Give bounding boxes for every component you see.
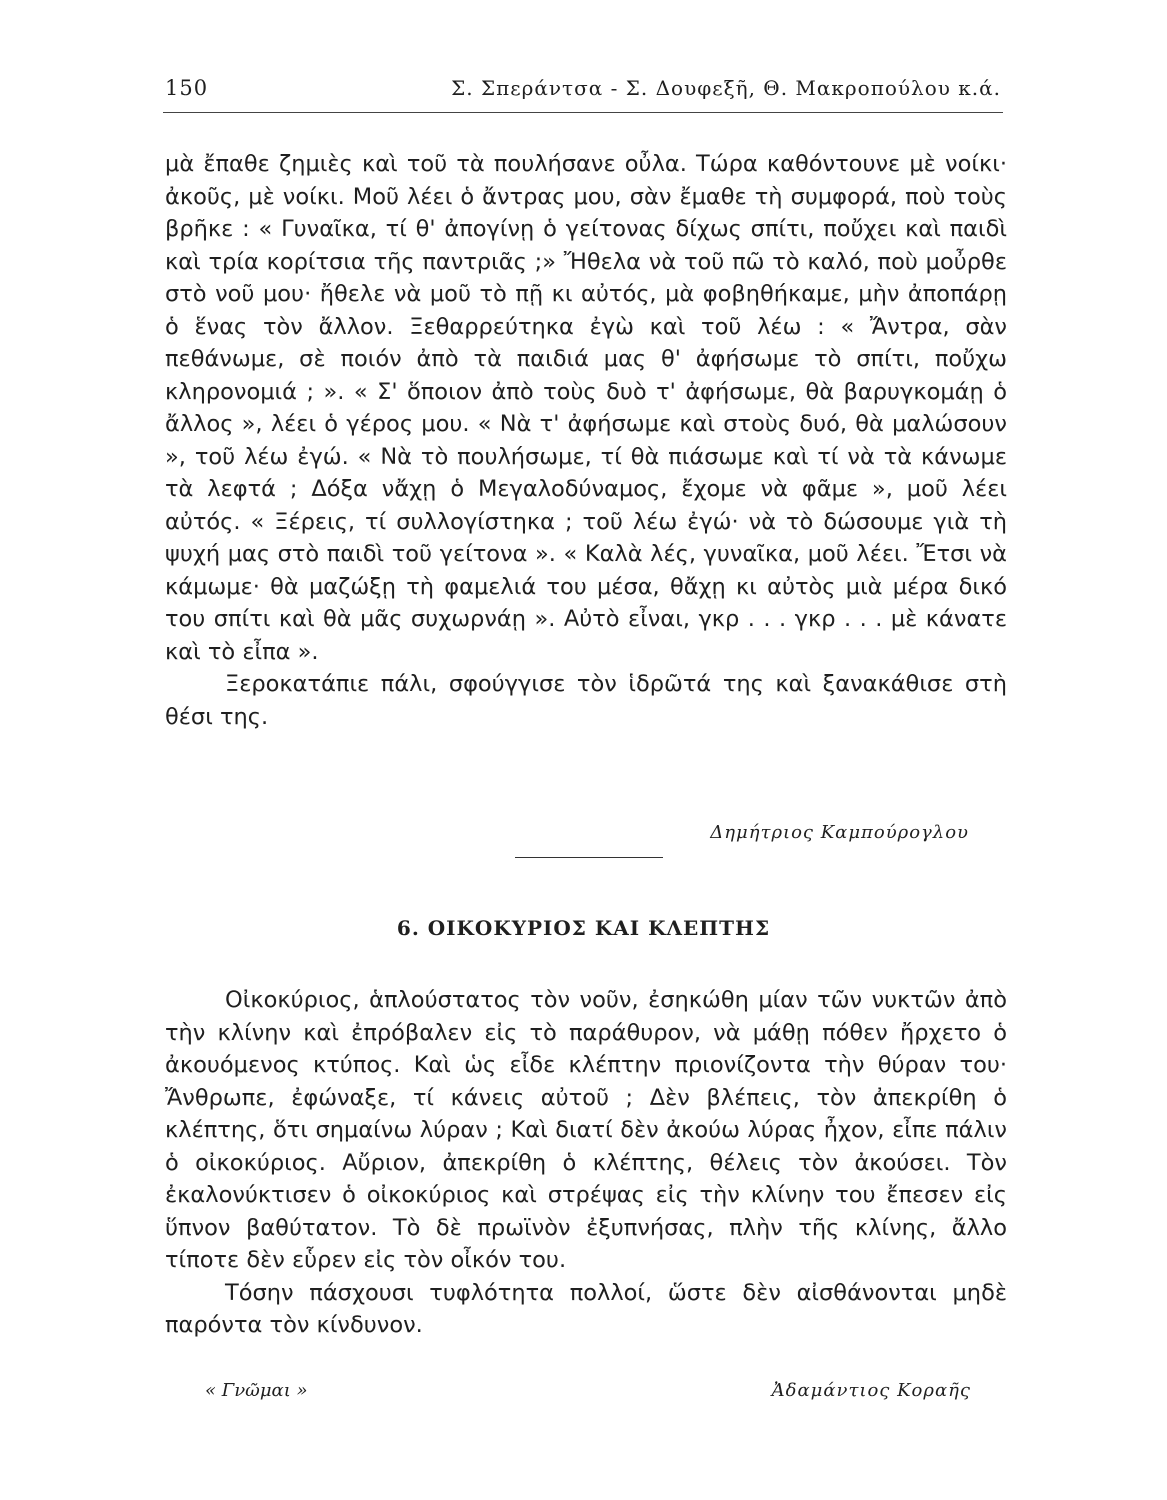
section-author: Ἀδαμάντιος Κοραῆς xyxy=(771,1380,971,1401)
source-citation: « Γνῶμαι » xyxy=(205,1380,308,1401)
story-closing-paragraph: Ξεροκατάπιε πάλι, σφούγγισε τὸν ἱδρῶτά της καὶ ξανακάθισε στὴ θέσι της. xyxy=(165,671,1007,730)
section-paragraph: Οἰκοκύριος, ἁπλούστατος τὸν νοῦν, ἐσηκώθη μίαν τῶν νυκτῶν ἀπὸ τὴν κλίνην καὶ ἐπρόβαλεν εἰς τὸ παράθυρον, νὰ μάθῃ πόθεν ἤρχετο ὁ ἀκουόμενος κτύπος. Καὶ ὡς εἶδε κλέπτην πριονίζοντα τὴν θύραν του· Ἄνθρωπε, ἐφώναξε, τί κάνεις αὐτοῦ ; Δὲν βλέπεις, τὸν ἀπεκρίθη ὁ κλέπτης, ὅτι σημαίνω λύραν ; Καὶ διατί δὲν ἀκούω λύρας ἦχον, εἶπε πάλιν ὁ οἰκοκύριος. Αὔριον, ἀπεκρίθη ὁ κλέπτης, θέλεις τὸν ἀκούσει. Τὸν ἐκαλονύκτισεν ὁ οἰκοκύριος καὶ στρέψας εἰς τὴν κλίνην του ἔπεσεν εἰς ὕπνον βαθύτατον. Τὸ δὲ πρωϊνὸν ἐξυπνήσας, πλὴν τῆς κλίνης, ἄλλο τίποτε δὲν εὗρεν εἰς τὸν οἶκόν του. xyxy=(165,987,1007,1273)
section-moral-paragraph: Τόσην πάσχουσι τυφλότητα πολλοί, ὥστε δὲν αἰσθάνονται μηδὲ παρόντα τὸν κίνδυνον. xyxy=(165,1279,1007,1338)
page-header xyxy=(163,76,1003,113)
page-number: 150 xyxy=(165,76,209,100)
section-body xyxy=(165,984,1007,1342)
story-continuation xyxy=(165,148,1007,733)
running-head: Σ. Σπεράντσα - Σ. Δουφεξῆ, Θ. Μακροπούλου κ.ά. xyxy=(451,76,1001,100)
section-title: 6. ΟΙΚΟΚΥΡΙΟΣ ΚΑΙ ΚΛΕΠΤΗΣ xyxy=(396,916,771,940)
story-paragraph: μὰ ἔπαθε ζημιὲς καὶ τοῦ τὰ πουλήσανε οὖλα. Τώρα καθόντουνε μὲ νοίκι· ἀκοῦς, μὲ νοίκι. Μοῦ λέει ὁ ἄντρας μου, σὰν ἔμαθε τὴ συμφορά, ποὺ τοὺς βρῆκε : « Γυναῖκα, τί θ' ἀπογίνῃ ὁ γείτονας δίχως σπίτι, ποὔχει καὶ παιδὶ καὶ τρία κορίτσια τῆς παντριᾶς ;» Ἤθελα νὰ τοῦ πῶ τὸ καλό, ποὺ μοὖρθε στὸ νοῦ μου· ἤθελε νὰ μοῦ τὸ πῇ κι αὐτός, μὰ φοβηθήκαμε, μὴν ἀποπάρῃ ὁ ἕνας τὸν ἄλλον. Ξεθαρρεύτηκα ἐγὼ καὶ τοῦ λέω : « Ἄντρα, σὰν πεθάνωμε, σὲ ποιόν ἀπὸ τὰ παιδιά μας θ' ἀφήσωμε τὸ σπίτι, ποὔχω κληρονομιά ; ». « Σ' ὅποιον ἀπὸ τοὺς δυὸ τ' ἀφήσωμε, θὰ βαρυγκομάῃ ὁ ἄλλος », λέει ὁ γέρος μου. « Νὰ τ' ἀφήσωμε καὶ στοὺς δυό, θὰ μαλώσουν », τοῦ λέω ἐγώ. « Νὰ τὸ πουλήσωμε, τί θὰ πιάσωμε καὶ τί νὰ τὰ κάνωμε τὰ λεφτά ; Δόξα νἄχῃ ὁ Μεγαλοδύναμος, ἔχομε νὰ φᾶμε », μοῦ λέει αὐτός. « Ξέρεις, τί συλλογίστηκα ; τοῦ λέω ἐγώ· νὰ τὸ δώσουμε γιὰ τὴ ψυχή μας στὸ παιδὶ τοῦ γείτονα ». « Καλὰ λές, γυναῖκα, μοῦ λέει. Ἔτσι νὰ κάμωμε· θὰ μαζώξῃ τὴ φαμελιά του μέσα, θἄχῃ κι αὐτὸς μιὰ μέρα δικό του σπίτι καὶ θὰ μᾶς συχωρνάῃ ». Αὐτὸ εἶναι, γκρ . . . γκρ . . . μὲ κάνατε καὶ τὸ εἶπα ». xyxy=(165,151,1007,665)
section-divider xyxy=(515,857,663,858)
story-author: Δημήτριος Καμπούρογλου xyxy=(710,822,969,843)
